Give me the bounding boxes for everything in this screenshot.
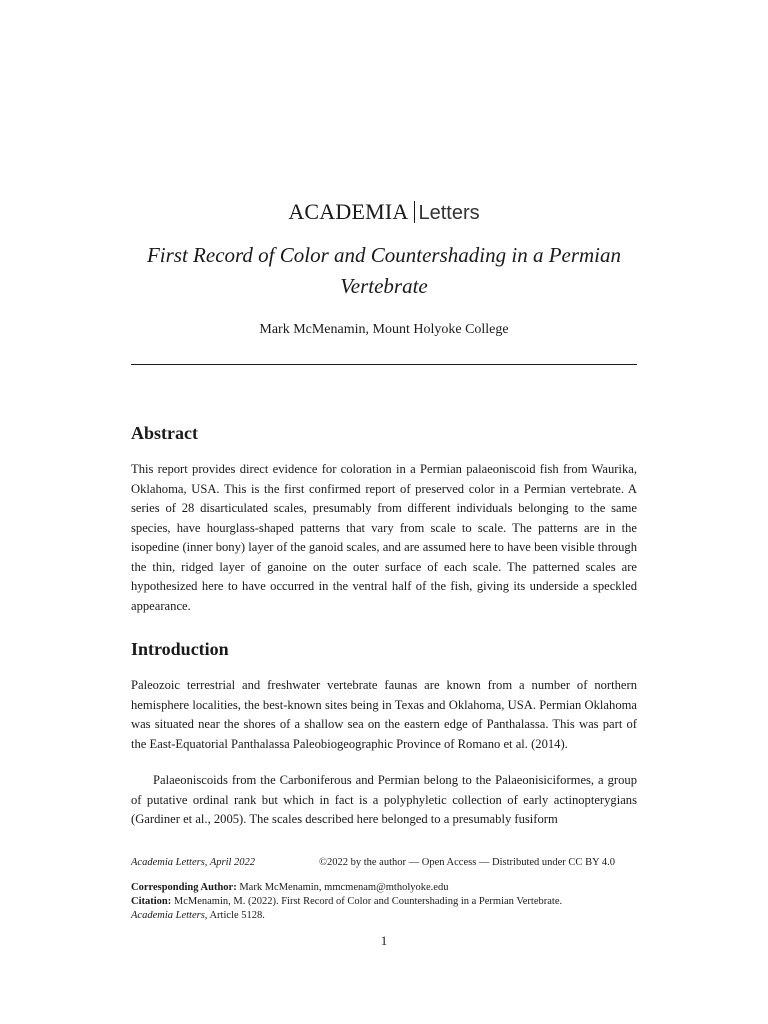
page-number: 1 [380, 933, 388, 948]
paper-title: First Record of Color and Countershading in a Permian Vertebrate [146, 243, 622, 298]
journal-masthead [0, 198, 768, 227]
journal-section: Letters [418, 202, 480, 224]
abstract-heading: Abstract [131, 423, 198, 443]
introduction-heading: Introduction [131, 639, 229, 659]
masthead-separator [414, 201, 415, 223]
abstract-text: This report provides direct evidence for coloration in a Permian palaeoniscoid fish from Waurika, Oklahoma, USA. This is the first confirmed report of preserved color in a Permian vertebrate. A series of 28 disarticulated scales, presumably from different individuals belonging to the same species, have hourglass-shaped patterns that vary from scale to scale. The patterns are in the isopedine (inner bony) layer of the ganoid scales, and are assumed here to have been visible through the thin, ridged layer of ganoine on the outer surface of each scale. The patterned scales are hypothesized here to have occurred in the ventral half of the fish, giving its underside a speckled appearance. [131, 462, 637, 613]
citation-value: McMenamin, M. (2022). First Record of Color and Countershading in a Permian Vertebrate. [173, 896, 563, 907]
corresponding-author-value: Mark McMenamin, mmcmenam@mtholyoke.edu [239, 882, 449, 893]
corresponding-author-label: Corresponding Author: [131, 882, 237, 893]
footer-journal-date: Academia Letters, April 2022 [131, 857, 256, 868]
corresponding-author-line [131, 881, 637, 895]
citation-journal-line [131, 909, 637, 923]
footer-license: ©2022 by the author — Open Access — Distributed under CC BY 4.0 [319, 857, 616, 868]
citation-line [131, 895, 637, 909]
footer-journal-line [131, 856, 637, 870]
citation-label: Citation: [131, 896, 172, 907]
introduction-paragraph-2: Palaeoniscoids from the Carboniferous and Permian belong to the Palaeonisiciformes, a group of putative ordinal rank but which in fact is a polyphyletic collection of early actinopterygians (Gardiner et al., 2005). The scales described here belonged to a presumably fusiform [131, 773, 637, 826]
author-line: Mark McMenamin, Mount Holyoke College [259, 322, 509, 337]
citation-journal: Academia Letters [131, 910, 205, 921]
introduction-paragraph-1: Paleozoic terrestrial and freshwater vertebrate faunas are known from a number of northern hemisphere localities, the best-known sites being in Texas and Oklahoma, USA. Permian Oklahoma was situated near the shores of a shallow sea on the eastern edge of Panthalassa. This was part of the East-Equatorial Panthalassa Paleobiogeographic Province of Romano et al. (2014). [131, 678, 637, 751]
corresponding-block [131, 881, 637, 923]
citation-article: , Article 5128. [204, 910, 265, 921]
journal-brand: ACADEMIA [288, 199, 409, 224]
title-divider [131, 364, 637, 365]
